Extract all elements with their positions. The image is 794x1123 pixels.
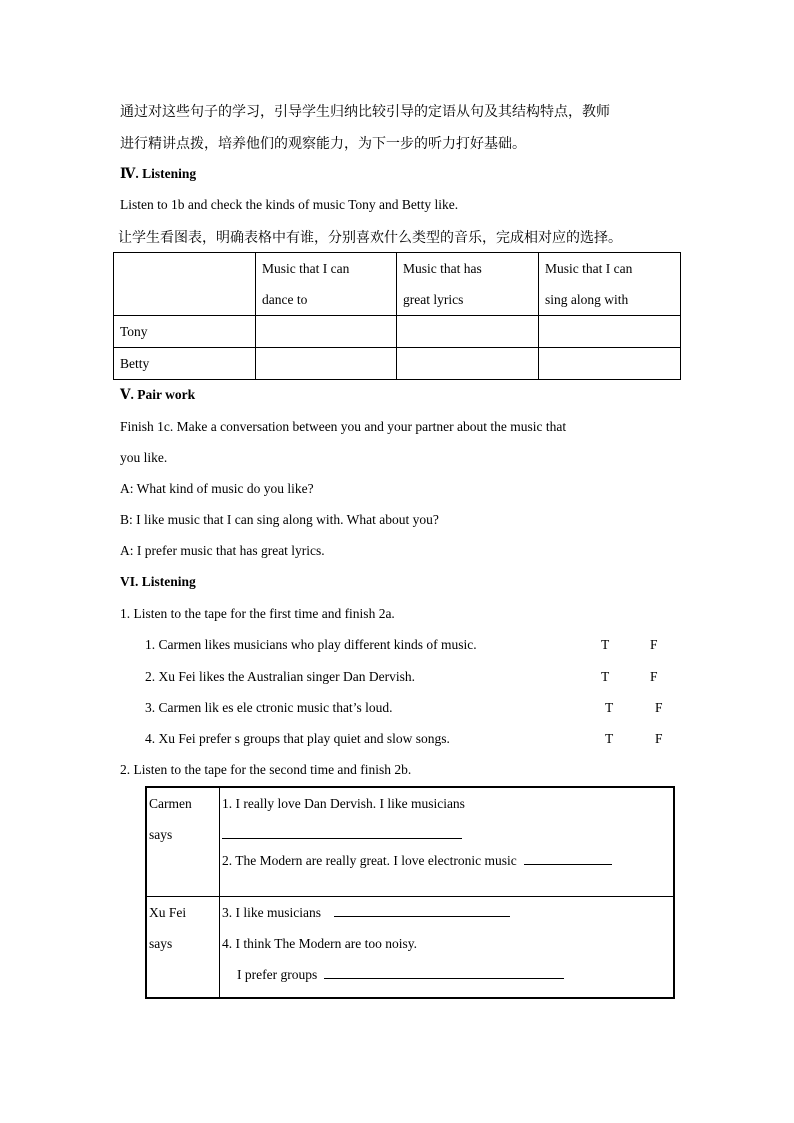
carmen-sentence-2: 2. The Modern are really great. I love electronic music <box>222 853 517 868</box>
table-corner-cell <box>114 253 256 316</box>
fill-in-table <box>145 786 675 999</box>
answer-cell[interactable] <box>397 316 539 348</box>
answer-blank-2[interactable] <box>524 863 612 865</box>
answer-cell[interactable] <box>539 348 681 380</box>
statement-3: 3. Carmen lik es ele ctronic music that’s loud. <box>145 700 393 715</box>
answer-cell[interactable] <box>397 348 539 380</box>
answer-cell[interactable] <box>256 316 397 348</box>
dialogue-a2: A: I prefer music that has great lyrics. <box>120 543 325 558</box>
false-option[interactable]: F <box>655 731 663 746</box>
xu-fei-sentence-4a: 4. I think The Modern are too noisy. <box>222 935 417 951</box>
true-option[interactable]: T <box>605 731 614 746</box>
false-option[interactable]: F <box>650 637 658 652</box>
section-iv-instruction: Listen to 1b and check the kinds of music Tony and Betty like. <box>120 197 459 212</box>
answer-blank-1-line <box>222 819 671 845</box>
pair-work-instruction-2: you like. <box>120 450 168 465</box>
answer-cell[interactable] <box>539 316 681 348</box>
statement-2: 2. Xu Fei likes the Australian singer Dan Dervish. <box>145 669 415 684</box>
header-great-lyrics: Music that has great lyrics <box>397 253 539 316</box>
xu-fei-sentence-3: 3. I like musicians <box>222 904 321 920</box>
true-option[interactable]: T <box>601 669 610 684</box>
statement-1: 1. Carmen likes musicians who play different kinds of music. <box>145 637 477 652</box>
section-iv-cn-instruction: 让学生看图表，明确表格中有谁，分别喜欢什么类型的音乐，完成相对应的选择。 <box>118 230 622 246</box>
row-label-betty: Betty <box>114 348 256 380</box>
statement-4: 4. Xu Fei prefer s groups that play quiet and slow songs. <box>145 731 450 746</box>
section-iv-heading: Ⅳ. Listening <box>120 166 197 181</box>
dialogue-a1: A: What kind of music do you like? <box>120 481 314 496</box>
intro-line-1: 通过对这些句子的学习，引导学生归纳比较引导的定语从句及其结构特点，教师 <box>120 104 610 120</box>
section-vi-heading: VI. Listening <box>120 574 196 589</box>
true-option[interactable]: T <box>601 637 610 652</box>
task-2-instruction: 2. Listen to the tape for the second time and finish 2b. <box>120 762 412 777</box>
answer-blank-3[interactable] <box>334 915 510 917</box>
false-option[interactable]: F <box>655 700 663 715</box>
xu-fei-sentence-4b: I prefer groups <box>237 966 318 982</box>
xu-fei-sentences <box>220 896 675 998</box>
task-1-instruction: 1. Listen to the tape for the first time and finish 2a. <box>120 606 395 621</box>
true-option[interactable]: T <box>605 700 614 715</box>
music-kinds-table <box>113 252 681 380</box>
speaker-xu-fei: Xu Fei says <box>146 896 220 998</box>
header-sing-along: Music that I can sing along with <box>539 253 681 316</box>
false-option[interactable]: F <box>650 669 658 684</box>
answer-blank-4[interactable] <box>324 977 564 979</box>
answer-blank-1[interactable] <box>222 837 462 839</box>
dialogue-b1: B: I like music that I can sing along with. What about you? <box>120 512 439 527</box>
pair-work-instruction-1: Finish 1c. Make a conversation between you and your partner about the music that <box>120 419 567 434</box>
carmen-sentences <box>220 787 675 896</box>
intro-line-2: 进行精讲点拨，培养他们的观察能力，为下一步的听力打好基础。 <box>120 136 526 152</box>
row-label-tony: Tony <box>114 316 256 348</box>
carmen-sentence-1: 1. I really love Dan Dervish. I like musicians <box>222 796 465 811</box>
answer-cell[interactable] <box>256 348 397 380</box>
speaker-carmen: Carmen says <box>146 787 220 896</box>
header-dance-to: Music that I can dance to <box>256 253 397 316</box>
section-v-heading: Ⅴ. Pair work <box>120 387 196 402</box>
